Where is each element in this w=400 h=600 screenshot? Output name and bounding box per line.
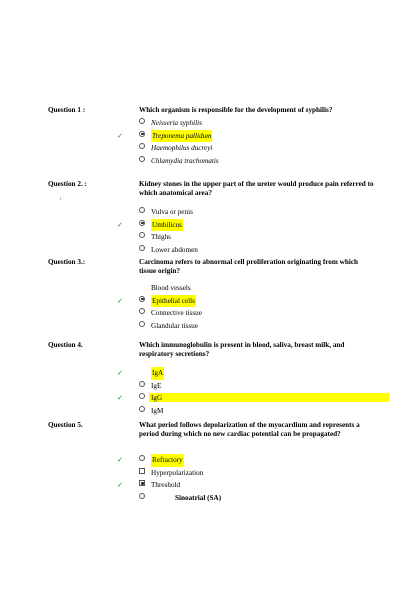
option-text: Thighs — [151, 233, 171, 241]
option-text: Haemophilus ducreyi — [151, 144, 213, 152]
option-text: Neisseria syphilis — [151, 119, 202, 127]
option-text: Refractory — [151, 454, 184, 467]
checkbox-icon[interactable] — [139, 468, 145, 474]
option-text: IgM — [151, 406, 164, 415]
radio-button-icon[interactable] — [139, 493, 145, 499]
option-text: IgG — [151, 394, 163, 402]
option-text: Lower abdomen — [151, 245, 198, 254]
option-text: Umbilicus — [151, 219, 183, 232]
option-text: Threshold — [151, 481, 181, 489]
option-text: IgE — [151, 381, 162, 390]
option-text: Glandular tissue — [151, 321, 198, 330]
radio-button-icon[interactable] — [139, 232, 145, 238]
question-text: Which immunoglobulin is present in blood, saliva, breast milk, and respiratory secretions? — [139, 341, 345, 358]
option-text: Vulva or penis — [151, 208, 193, 216]
question-text: Carcinoma refers to abnormal cell proliferation originating from which tissue origin? — [139, 258, 359, 275]
checkmark-icon: ✓ — [117, 220, 123, 229]
radio-button-icon[interactable] — [139, 455, 145, 461]
question-label: Question 4. — [48, 341, 83, 349]
checkmark-icon: ✓ — [117, 296, 123, 305]
question-label: Question 3.: — [48, 258, 86, 266]
option-text: Blood vessels — [151, 284, 191, 292]
radio-button-icon[interactable] — [139, 393, 145, 399]
radio-button-icon[interactable] — [139, 143, 145, 149]
question-label: Question 2. : — [48, 180, 87, 188]
option-text: Treponema pallidum — [151, 130, 212, 143]
question-text: Which organism is responsible for the development of syphilis? — [139, 106, 333, 114]
question-label: Question 1 : — [48, 106, 86, 114]
option-text: Connective tissue — [151, 309, 202, 317]
highlight-bar — [149, 393, 389, 402]
option-text: Sinoatrial (SA) — [175, 493, 222, 502]
radio-button-icon[interactable] — [139, 220, 145, 226]
checkbox-icon[interactable] — [139, 480, 145, 486]
radio-button-icon[interactable] — [139, 308, 145, 314]
checkmark-icon: ✓ — [117, 481, 123, 489]
question-text: Kidney stones in the upper part of the ureter would produce pain referred to which anatomical area? — [139, 180, 374, 197]
radio-button-icon[interactable] — [139, 118, 145, 124]
option-text: IgA — [151, 367, 164, 380]
radio-button-icon[interactable] — [139, 245, 145, 251]
option-text: Epithelial cells — [151, 295, 196, 308]
checkmark-icon: ✓ — [117, 369, 123, 377]
option-text: Hyperpolarization — [151, 468, 204, 477]
radio-button-icon[interactable] — [139, 131, 145, 137]
margin-mark: : — [60, 196, 62, 202]
checkmark-icon: ✓ — [117, 456, 123, 464]
radio-button-icon[interactable] — [139, 381, 145, 387]
checkmark-icon: ✓ — [117, 131, 123, 140]
question-label: Question 5. — [48, 421, 83, 429]
radio-button-icon[interactable] — [139, 406, 145, 412]
question-text: What period follows depolarization of the myocardium and represents a period during which no new cardiac potential can be propagated? — [139, 421, 360, 438]
checkmark-icon: ✓ — [117, 394, 123, 402]
radio-button-icon[interactable] — [139, 156, 145, 162]
option-text: Chlamydia trachomatis — [151, 156, 219, 165]
radio-button-icon[interactable] — [139, 321, 145, 327]
radio-button-icon[interactable] — [139, 296, 145, 302]
radio-button-icon[interactable] — [139, 207, 145, 213]
